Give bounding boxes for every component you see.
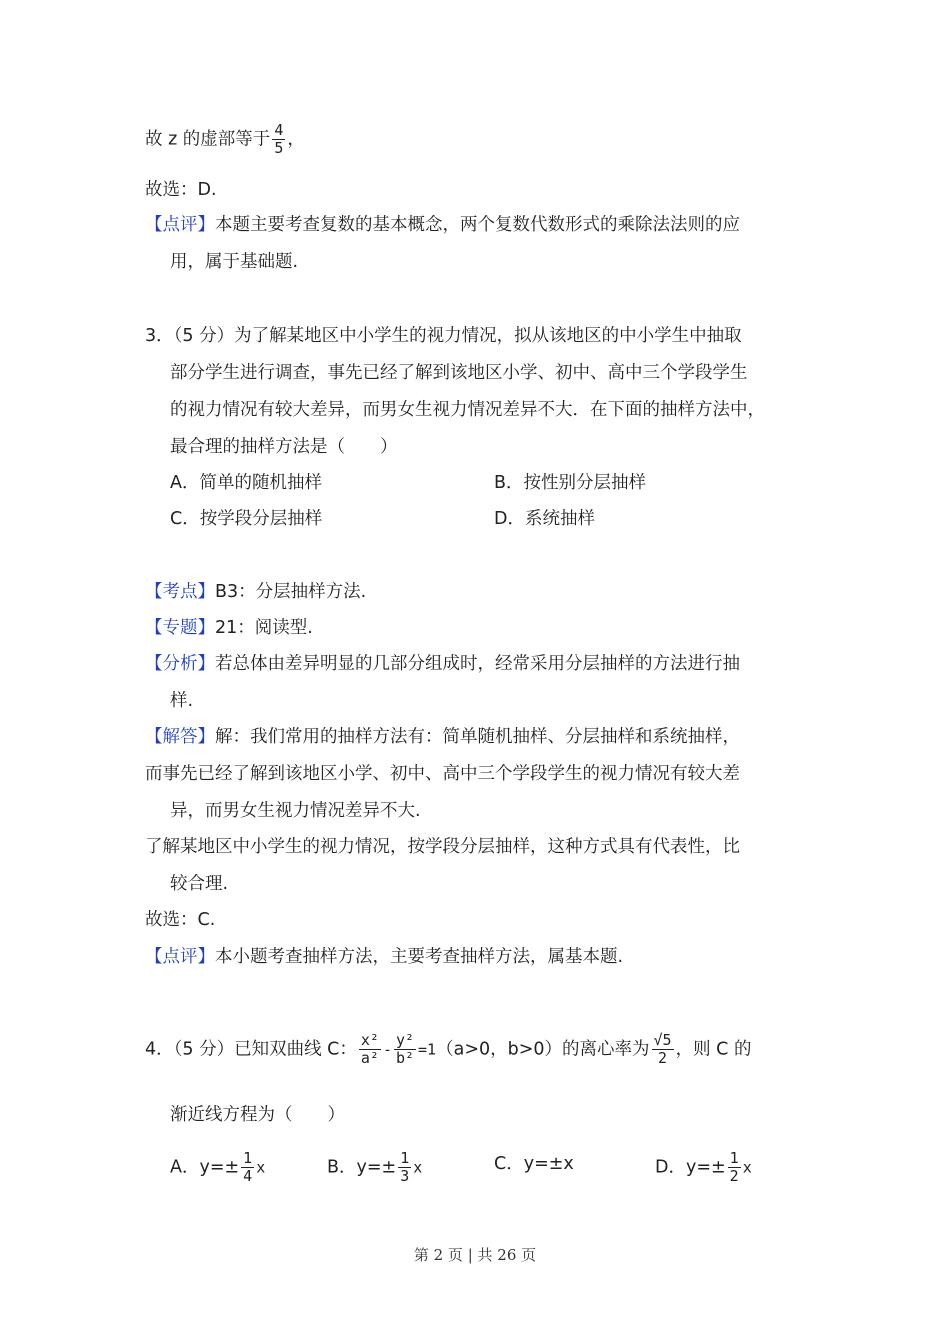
kaodian-tag: 【考点】 — [145, 582, 215, 602]
minus-sign: - — [382, 1040, 392, 1059]
var-x: x — [742, 1158, 752, 1177]
q3-jieda-3: 异，而男女生视力情况差异不大. — [170, 801, 421, 821]
frac-num: 1 — [729, 1149, 739, 1167]
q4-line-1 — [145, 1032, 751, 1067]
p2-review — [145, 213, 740, 237]
jieda-text: 解：我们常用的抽样方法有：简单随机抽样、分层抽样和系统抽样， — [215, 727, 740, 747]
q4-option-c: C．y=±x — [494, 1154, 574, 1174]
review-tag: 【点评】 — [145, 215, 215, 235]
fraction-1-2 — [728, 1150, 741, 1185]
q3-jieda-4: 了解某地区中小学生的视力情况，按学段分层抽样，这种方式具有代表性，比 — [145, 837, 740, 857]
q3-kaodian — [145, 580, 366, 604]
frac-den: 2 — [729, 1167, 739, 1185]
fraction-4-5 — [272, 122, 285, 157]
q3-jieda-5: 较合理. — [170, 874, 229, 894]
option-prefix: D．y=± — [655, 1157, 726, 1178]
kaodian-text: B3：分层抽样方法. — [215, 582, 367, 602]
q3-option-b: B．按性别分层抽样 — [494, 473, 647, 493]
review-text: 本题主要考查复数的基本概念，两个复数代数形式的乘除法法则的应 — [215, 215, 740, 235]
q3-jieda — [145, 725, 740, 749]
q4-post: ，则 C 的 — [675, 1039, 752, 1060]
q4-option-d — [655, 1150, 752, 1185]
comma: ， — [287, 129, 305, 150]
fraction-y2-b2 — [394, 1032, 416, 1067]
fenxi-text: 若总体由差异明显的几部分组成时，经常采用分层抽样的方法进行抽 — [215, 654, 740, 674]
q4-option-b — [327, 1150, 422, 1185]
q3-line-3: 的视力情况有较大差异，而男女生视力情况差异不大．在下面的抽样方法中， — [170, 400, 765, 420]
q3-choice: 故选：C. — [145, 910, 216, 930]
review-tag: 【点评】 — [145, 947, 215, 967]
q3-review — [145, 945, 623, 969]
var-x: x — [256, 1158, 266, 1177]
zhuanti-tag: 【专题】 — [145, 618, 215, 638]
q3-option-d: D．系统抽样 — [494, 509, 595, 529]
review-text: 本小题考查抽样方法，主要考查抽样方法，属基本题. — [215, 947, 624, 967]
fraction-1-4 — [241, 1150, 254, 1185]
page-footer: 第 2 页 | 共 26 页 — [413, 1246, 537, 1264]
frac-den: 5 — [274, 139, 284, 157]
frac-num: y² — [395, 1031, 415, 1049]
frac-num: 1 — [243, 1149, 253, 1167]
p2-review-cont: 用，属于基础题. — [170, 252, 299, 272]
q4-line-2: 渐近线方程为（ ） — [170, 1105, 345, 1125]
imag-part-text: 故 z 的虚部等于 — [145, 129, 271, 150]
q4-pre: 4．（5 分）已知双曲线 C： — [145, 1039, 357, 1060]
frac-num: 4 — [274, 121, 284, 139]
q3-zhuanti — [145, 616, 313, 640]
q3-line-4: 最合理的抽样方法是（ ） — [170, 437, 398, 457]
var-x: x — [413, 1158, 423, 1177]
imag-part-line — [145, 122, 305, 157]
fraction-x2-a2 — [359, 1032, 381, 1067]
q3-line-1: 3．（5 分）为了解某地区中小学生的视力情况，拟从该地区的中小学生中抽取 — [145, 326, 742, 346]
q3-fenxi-cont: 样. — [170, 691, 194, 711]
frac-den: 2 — [658, 1049, 668, 1067]
jieda-tag: 【解答】 — [145, 727, 215, 747]
q3-line-2: 部分学生进行调查，事先已经了解到该地区小学、初中、高中三个学段学生 — [170, 363, 748, 383]
q4-option-a — [170, 1150, 265, 1185]
frac-den: b² — [395, 1049, 415, 1067]
option-prefix: B．y=± — [327, 1157, 397, 1178]
q4-condition: （a>0，b>0）的离心率为 — [436, 1039, 650, 1060]
frac-num: √5 — [653, 1031, 672, 1049]
frac-num: 1 — [400, 1149, 410, 1167]
q3-option-c: C．按学段分层抽样 — [170, 509, 323, 529]
q3-option-a: A．简单的随机抽样 — [170, 473, 322, 493]
frac-num: x² — [360, 1031, 379, 1049]
option-prefix: A．y=± — [170, 1157, 240, 1178]
equals-one: =1 — [418, 1040, 437, 1059]
frac-den: 4 — [243, 1167, 253, 1185]
q3-jieda-2: 而事先已经了解到该地区小学、初中、高中三个学段学生的视力情况有较大差 — [145, 764, 740, 784]
fraction-sqrt5-2 — [652, 1032, 674, 1067]
frac-den: 3 — [400, 1167, 410, 1185]
fraction-1-3 — [398, 1150, 411, 1185]
p2-choice: 故选：D. — [145, 180, 217, 200]
frac-den: a² — [360, 1049, 379, 1067]
zhuanti-text: 21：阅读型. — [215, 618, 313, 638]
fenxi-tag: 【分析】 — [145, 654, 215, 674]
q3-fenxi — [145, 652, 740, 676]
